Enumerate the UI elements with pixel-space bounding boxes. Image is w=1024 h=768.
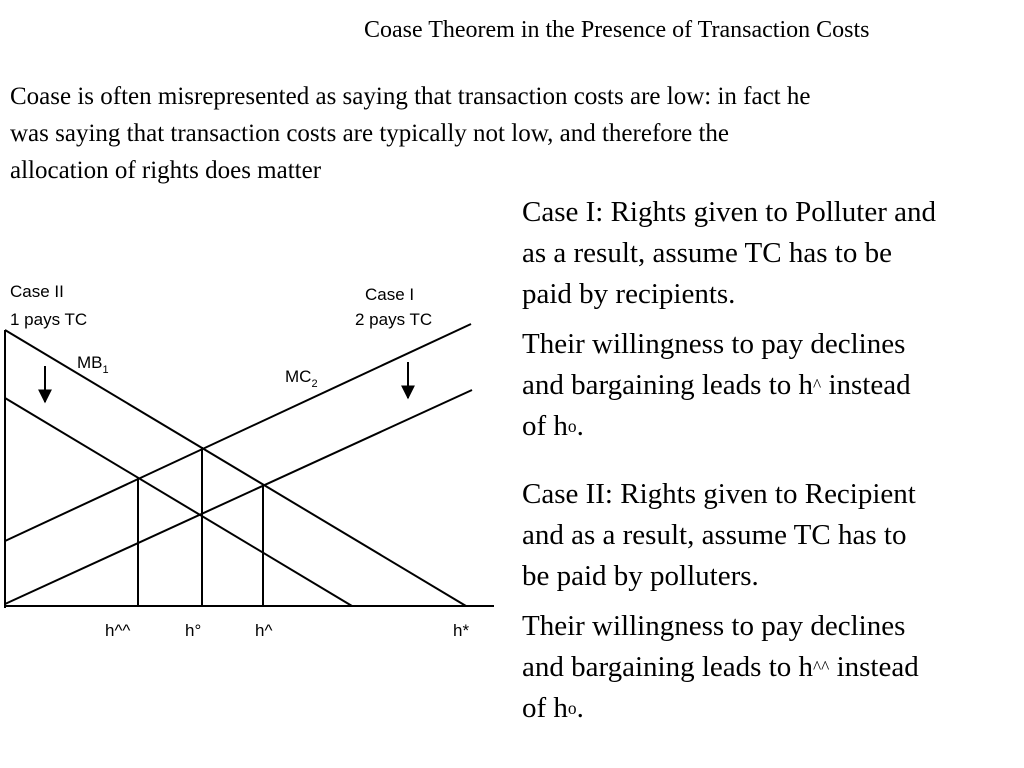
case-one-line: paid by recipients. xyxy=(522,278,736,310)
x-tick-label: h* xyxy=(453,621,470,640)
case-one-result: Their willingness to pay declines xyxy=(522,328,906,360)
case-descriptions xyxy=(522,192,1017,729)
case-two-result-text: instead xyxy=(829,651,919,683)
page-title: Coase Theorem in the Presence of Transaction Costs xyxy=(364,17,870,43)
transaction-cost-diagram xyxy=(0,270,500,650)
case-two-result-text: of h xyxy=(522,692,568,724)
case-two-result-text: . xyxy=(576,692,584,724)
case-one-result-sup: ^ xyxy=(813,374,822,395)
case-one-result-text: of h xyxy=(522,410,568,442)
mb-label-subscript: 1 xyxy=(102,364,109,376)
mc2-curve xyxy=(5,324,471,541)
mc2-shifted-curve xyxy=(5,390,472,604)
intro-line: Coase is often misrepresented as saying that transaction costs are low: in fact he xyxy=(10,83,811,110)
case-one-result-text: and bargaining leads to h xyxy=(522,369,814,401)
case-two-line: Case II: Rights given to Recipient xyxy=(522,478,916,510)
mb-curve-label xyxy=(77,353,109,376)
case-two-result xyxy=(522,688,1017,729)
case-two-result: Their willingness to pay declines xyxy=(522,610,906,642)
case-two-result-sup: o xyxy=(567,697,577,718)
intro-paragraph xyxy=(10,78,1020,189)
intro-line: was saying that transaction costs are typically not low, and therefore the xyxy=(10,120,729,147)
intro-line: allocation of rights does matter xyxy=(10,157,322,184)
case-two-result-text: and bargaining leads to h xyxy=(522,651,814,683)
mc-label-text: MC xyxy=(285,367,312,386)
case-two-sublabel: 1 pays TC xyxy=(10,310,88,329)
case-one-result-sup: o xyxy=(567,415,577,436)
mb-label-text: MB xyxy=(77,353,103,372)
x-tick-label: h° xyxy=(185,621,202,640)
case-two-line: be paid by polluters. xyxy=(522,560,759,592)
x-tick-label: h^^ xyxy=(105,621,131,640)
case-two-line: and as a result, assume TC has to xyxy=(522,519,907,551)
mc-label-subscript: 2 xyxy=(311,378,318,390)
case-one-result-text: . xyxy=(576,410,584,442)
case-two-result-sup: ^^ xyxy=(813,656,830,677)
x-tick-label: h^ xyxy=(255,621,273,640)
mb1-curve xyxy=(5,330,466,606)
case-one-label: Case I xyxy=(365,285,415,304)
mb1-shifted-curve xyxy=(5,398,352,606)
mc-curve-label xyxy=(285,367,318,390)
case-one-line: Case I: Rights given to Polluter and xyxy=(522,196,937,228)
case-two-result xyxy=(522,647,1017,688)
case-one-result xyxy=(522,365,1017,406)
case-two-label: Case II xyxy=(10,282,64,301)
case-one-line: as a result, assume TC has to be xyxy=(522,237,892,269)
case-one-sublabel: 2 pays TC xyxy=(355,310,433,329)
case-one-result-text: instead xyxy=(821,369,911,401)
case-one-result xyxy=(522,406,1017,447)
